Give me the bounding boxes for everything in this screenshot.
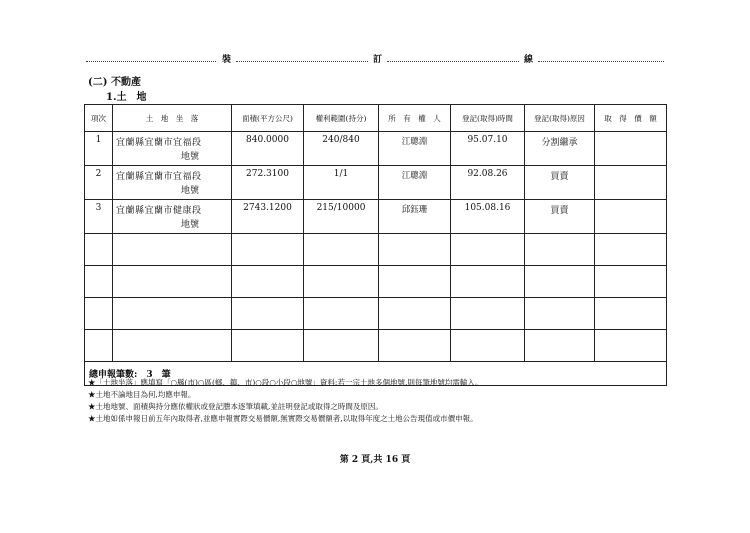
subsection-title: 1.土 地 (106, 92, 147, 103)
note-item: ★土地地號、面積與持分應依權狀或登記謄本逐筆填載,並註明登記或取得之時間及原因。 (88, 402, 383, 411)
cell-no: 1 (85, 132, 113, 166)
binding-char-1: 裝 (222, 55, 232, 65)
location-line-1: 宜蘭縣宜蘭市健康段 (116, 206, 202, 216)
location-line-2: 地號 (180, 186, 199, 196)
cell-no: 3 (85, 200, 113, 234)
cell-price (595, 132, 667, 166)
cell-owner: 江聰淵 (379, 132, 451, 166)
table-row (85, 166, 667, 200)
cell-reg-date: 92.08.26 (451, 166, 525, 200)
header-share: 權利範圍(持分) (304, 105, 379, 132)
total-count: 總申報筆數: 3 筆 (85, 362, 667, 386)
binding-char-3: 線 (524, 55, 534, 65)
cell-share: 1/1 (304, 166, 379, 200)
cell-share: 215/10000 (304, 200, 379, 234)
notes (88, 377, 668, 425)
cell-reg-reason: 買賣 (525, 200, 595, 234)
location-line-1: 宜蘭縣宜蘭市宜福段 (116, 172, 202, 182)
cell-location (113, 166, 232, 200)
location-line-2: 地號 (180, 220, 199, 230)
cell-price (595, 166, 667, 200)
cell-no: 2 (85, 166, 113, 200)
binding-line (0, 50, 750, 64)
section-title: (二) 不動產 (88, 77, 141, 88)
dotted-line (86, 61, 216, 62)
cell-price (595, 200, 667, 234)
cell-reg-date: 95.07.10 (451, 132, 525, 166)
table-row (85, 132, 667, 166)
cell-reg-reason: 分割繼承 (525, 132, 595, 166)
empty-row (85, 234, 667, 266)
header-owner: 所 有 權 人 (379, 105, 451, 132)
dotted-line (387, 61, 519, 62)
header-reg-reason: 登記(取得)原因 (525, 105, 595, 132)
cell-area: 2743.1200 (232, 200, 304, 234)
cell-reg-date: 105.08.16 (451, 200, 525, 234)
header-reg-date: 登記(取得)時間 (451, 105, 525, 132)
cell-area: 840.0000 (232, 132, 304, 166)
cell-area: 272.3100 (232, 166, 304, 200)
land-table (84, 104, 667, 386)
note-item: ★土地如係申報日前五年內取得者,並應申報實際交易價額,無實際交易價額者,以取得年度之土地公告現值或市價申報。 (88, 414, 478, 423)
empty-row (85, 330, 667, 362)
binding-char-2: 訂 (373, 55, 383, 65)
cell-owner: 邱鈺珊 (379, 200, 451, 234)
table-row (85, 200, 667, 234)
header-area: 面積(平方公尺) (232, 105, 304, 132)
note-item: ★「土地坐落」應填寫「○縣(市)○區(鄉、鎮、市)○段○小段○地號」資料;若一宗土地多個地號,則每筆地號均需輸入。 (88, 378, 483, 387)
empty-row (85, 266, 667, 298)
header-location: 土 地 坐 落 (113, 105, 232, 132)
cell-share: 240/840 (304, 132, 379, 166)
header-price: 取 得 價 額 (595, 105, 667, 132)
table-header-row (85, 105, 667, 132)
page-footer: 第 2 頁,共 16 頁 (339, 455, 411, 465)
cell-reg-reason: 買賣 (525, 166, 595, 200)
location-line-1: 宜蘭縣宜蘭市宜福段 (116, 138, 202, 148)
dotted-line (538, 61, 664, 62)
cell-location (113, 132, 232, 166)
empty-row (85, 298, 667, 330)
location-line-2: 地號 (180, 152, 199, 162)
note-item: ★土地不論地目為何,均應申報。 (88, 390, 196, 399)
header-no: 項次 (85, 105, 113, 132)
cell-owner: 江聰淵 (379, 166, 451, 200)
dotted-line (236, 61, 368, 62)
cell-location (113, 200, 232, 234)
